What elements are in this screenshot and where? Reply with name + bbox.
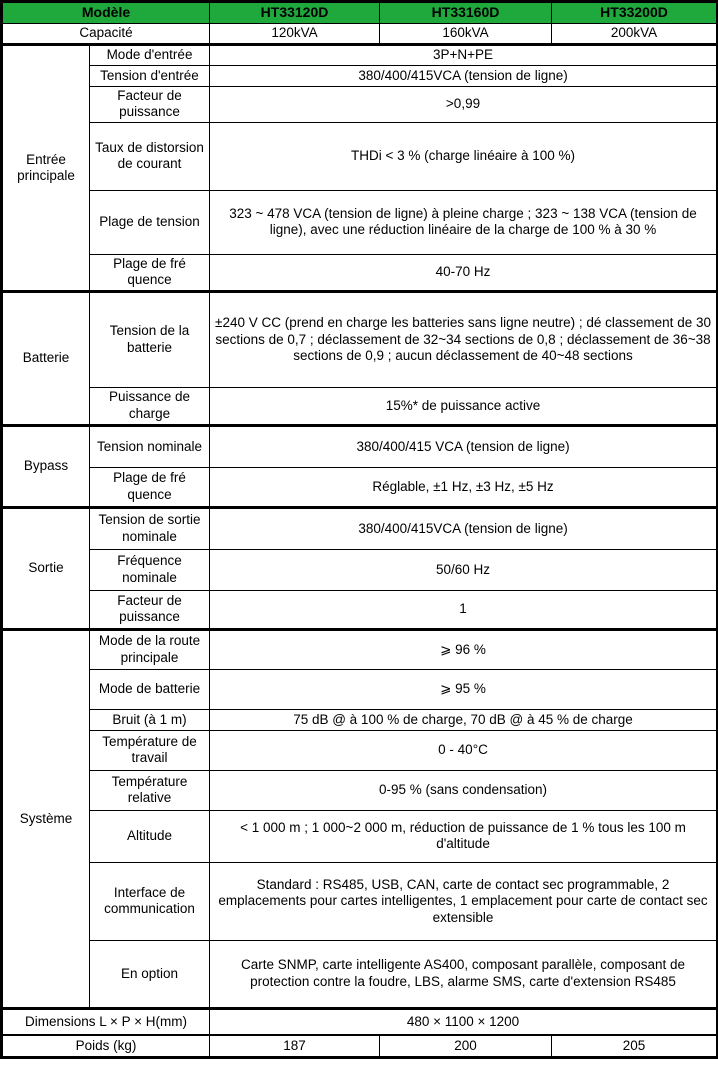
table-row — [2, 387, 718, 425]
dimensions-value: 480 × 1100 × 1200 — [210, 1008, 718, 1035]
row-value: THDi < 3 % (charge linéaire à 100 %) — [210, 122, 718, 190]
row-label: Facteur de puissance — [90, 87, 210, 123]
table-row — [2, 810, 718, 862]
dimensions-label: Dimensions L × P × H(mm) — [2, 1008, 210, 1035]
row-label: Tension nominale — [90, 425, 210, 467]
table-row — [2, 709, 718, 730]
table-row — [2, 669, 718, 709]
row-label: Mode de batterie — [90, 669, 210, 709]
table-row — [2, 467, 718, 507]
table-row — [2, 87, 718, 123]
row-value: >0,99 — [210, 87, 718, 123]
row-label: En option — [90, 940, 210, 1008]
table-row — [2, 2, 718, 24]
row-label: Taux de distorsion de courant — [90, 122, 210, 190]
row-label: Interface de communication — [90, 862, 210, 940]
row-label: Plage de tension — [90, 190, 210, 254]
row-label: Facteur de puissance — [90, 590, 210, 629]
row-value: 323 ~ 478 VCA (tension de ligne) à pleine charge ; 323 ~ 138 VCA (tension de ligne), avec une réduction linéaire de la charge de 100 % à 30 % — [210, 190, 718, 254]
model-name-1: HT33120D — [210, 2, 380, 24]
row-value: Carte SNMP, carte intelligente AS400, composant parallèle, composant de protection contre la foudre, LBS, alarme SMS, carte d'extension RS485 — [210, 940, 718, 1008]
row-label: Plage de fré quence — [90, 254, 210, 291]
table-row — [2, 629, 718, 669]
row-label: Bruit (à 1 m) — [90, 709, 210, 730]
capacity-label: Capacité — [2, 24, 210, 45]
row-value: Standard : RS485, USB, CAN, carte de contact sec programmable, 2 emplacements pour cartes intelligentes, 1 emplacement pour carte de contact sec extensible — [210, 862, 718, 940]
weight-value-3: 205 — [552, 1035, 718, 1057]
row-label: Mode de la route principale — [90, 629, 210, 669]
row-label: Fréquence nominale — [90, 549, 210, 590]
row-value: ±240 V CC (prend en charge les batteries sans ligne neutre) ; dé classement de 30 sections de 0,7 ; déclassement de 32~34 sections de 0,8 ; déclassement de 36~38 sections de 0,9 ; aucun déclassement de 40~48 sections — [210, 291, 718, 387]
weight-value-2: 200 — [380, 1035, 552, 1057]
group-label-entree: Entrée principale — [2, 45, 90, 292]
row-value: 1 — [210, 590, 718, 629]
row-value: ⩾ 95 % — [210, 669, 718, 709]
row-value: < 1 000 m ; 1 000~2 000 m, réduction de puissance de 1 % tous les 100 m d'altitude — [210, 810, 718, 862]
row-value: 15%* de puissance active — [210, 387, 718, 425]
row-value: 3P+N+PE — [210, 45, 718, 66]
row-label: Tension de sortie nominale — [90, 507, 210, 549]
table-row — [2, 549, 718, 590]
row-value: 40-70 Hz — [210, 254, 718, 291]
table-row — [2, 940, 718, 1008]
model-name-3: HT33200D — [552, 2, 718, 24]
group-label-batterie: Batterie — [2, 291, 90, 425]
table-row — [2, 254, 718, 291]
row-label: Altitude — [90, 810, 210, 862]
weight-value-1: 187 — [210, 1035, 380, 1057]
table-row — [2, 730, 718, 770]
row-value: 380/400/415 VCA (tension de ligne) — [210, 425, 718, 467]
row-value: 75 dB @ à 100 % de charge, 70 dB @ à 45 % de charge — [210, 709, 718, 730]
table-row — [2, 190, 718, 254]
group-label-bypass: Bypass — [2, 425, 90, 507]
capacity-value-1: 120kVA — [210, 24, 380, 45]
model-header-label: Modèle — [2, 2, 210, 24]
row-label: Tension de la batterie — [90, 291, 210, 387]
weight-label: Poids (kg) — [2, 1035, 210, 1057]
table-row — [2, 45, 718, 66]
table-row — [2, 590, 718, 629]
group-label-sortie: Sortie — [2, 507, 90, 629]
table-row — [2, 862, 718, 940]
table-row — [2, 291, 718, 387]
row-label: Tension d'entrée — [90, 66, 210, 87]
group-label-systeme: Système — [2, 629, 90, 1008]
model-name-2: HT33160D — [380, 2, 552, 24]
capacity-value-3: 200kVA — [552, 24, 718, 45]
table-row — [2, 770, 718, 810]
table-row — [2, 122, 718, 190]
table-row — [2, 507, 718, 549]
row-label: Puissance de charge — [90, 387, 210, 425]
row-value: 0-95 % (sans condensation) — [210, 770, 718, 810]
row-label: Mode d'entrée — [90, 45, 210, 66]
table-row — [2, 66, 718, 87]
row-label: Température relative — [90, 770, 210, 810]
row-value: Réglable, ±1 Hz, ±3 Hz, ±5 Hz — [210, 467, 718, 507]
capacity-value-2: 160kVA — [380, 24, 552, 45]
table-row — [2, 24, 718, 45]
row-label: Plage de fré quence — [90, 467, 210, 507]
row-value: 380/400/415VCA (tension de ligne) — [210, 507, 718, 549]
table-row — [2, 1008, 718, 1035]
row-value: 380/400/415VCA (tension de ligne) — [210, 66, 718, 87]
row-label: Température de travail — [90, 730, 210, 770]
table-row — [2, 1035, 718, 1057]
table-row — [2, 425, 718, 467]
row-value: ⩾ 96 % — [210, 629, 718, 669]
row-value: 50/60 Hz — [210, 549, 718, 590]
row-value: 0 - 40°C — [210, 730, 718, 770]
